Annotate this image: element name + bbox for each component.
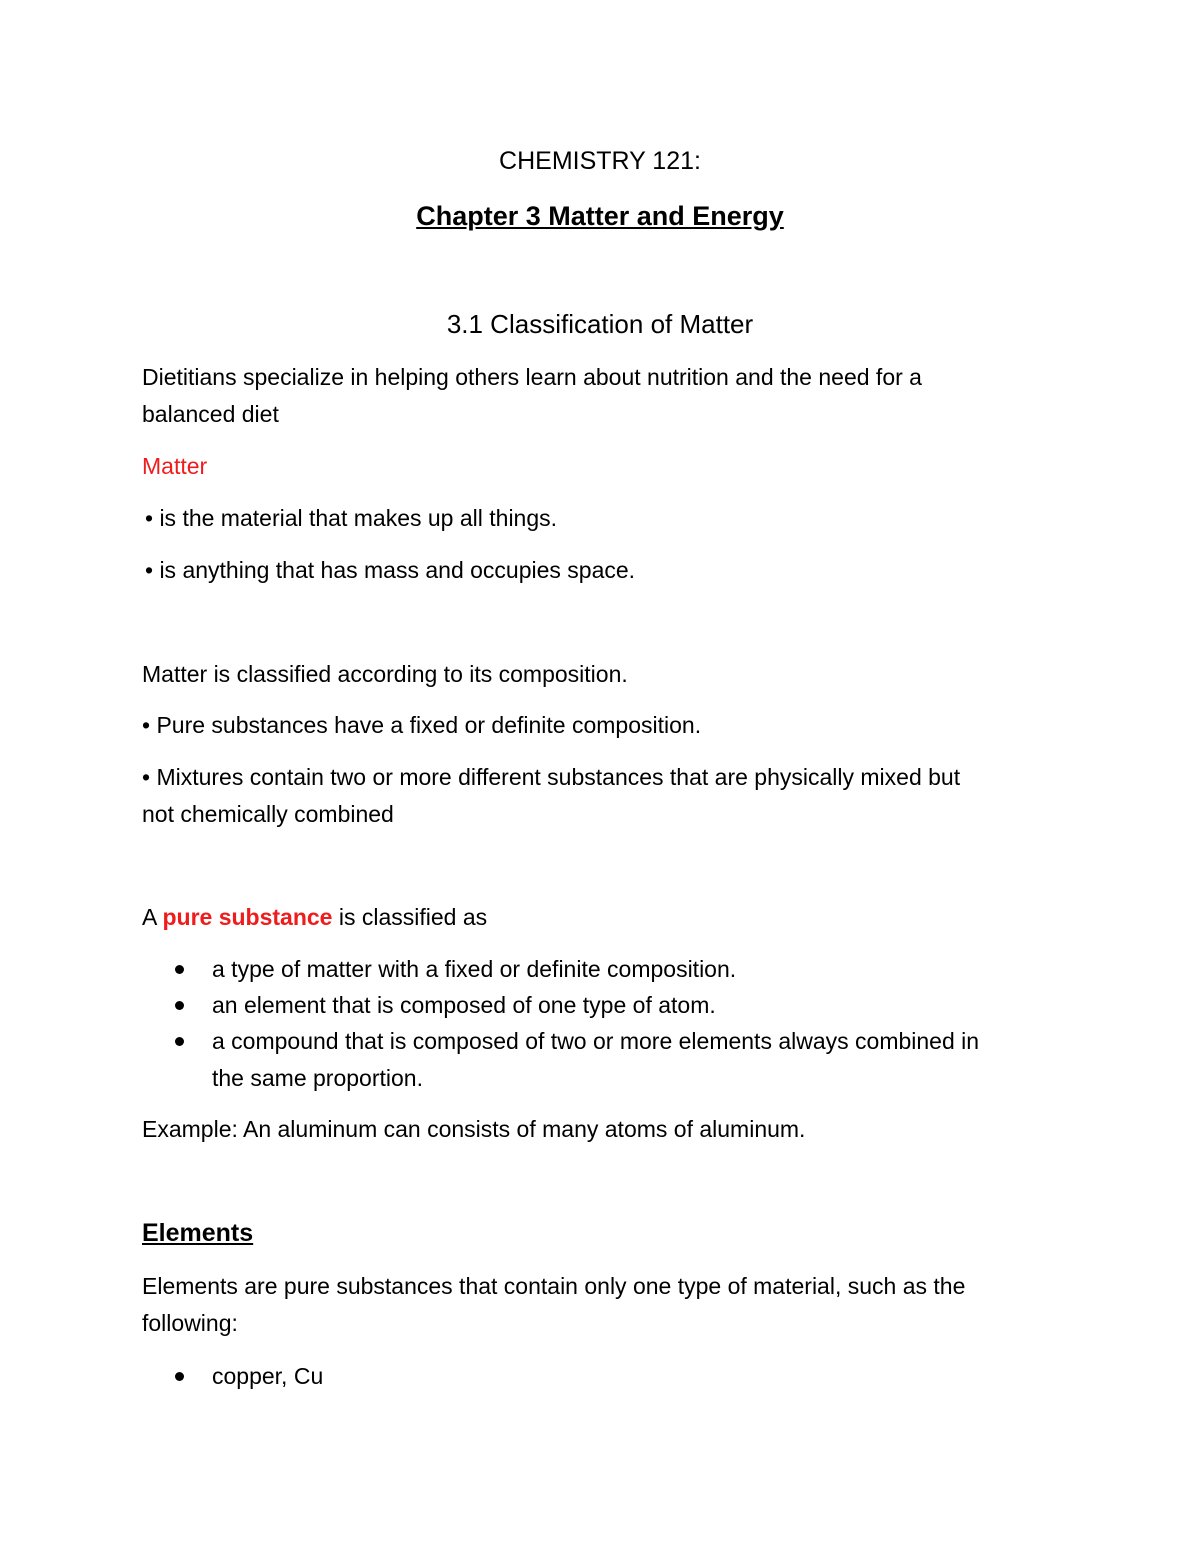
pure-point-3-cont: the same proportion. [212,1065,423,1091]
chapter-title: Chapter 3 Matter and Energy [416,201,784,231]
pure-substance-term: pure substance [162,904,333,930]
pure-point-1: a type of matter with a fixed or definite composition. [212,956,737,982]
section-title: 3.1 Classification of Matter [446,309,754,339]
bullet-dot-icon [175,1023,189,1037]
composition-point-1: • Pure substances have a fixed or definite composition. [142,712,702,738]
pure-prefix: A [142,904,163,930]
elements-heading: Elements [142,1219,254,1247]
classified-line: Matter is classified according to its composition. [142,661,628,687]
elements-line-1: Elements are pure substances that contain only one type of material, such as the [142,1273,966,1299]
intro-line-1: Dietitians specialize in helping others learn about nutrition and the need for a [142,364,922,390]
matter-point-2: • is anything that has mass and occupies space. [145,557,636,583]
composition-point-2-cont: not chemically combined [142,801,394,827]
elements-line-2: following: [142,1310,238,1336]
pure-point-3: a compound that is composed of two or more elements always combined in [212,1028,980,1054]
matter-point-1: • is the material that makes up all things. [145,505,558,531]
example-line: Example: An aluminum can consists of many atoms of aluminum. [142,1116,806,1142]
pure-substance-line [142,899,1072,936]
pure-suffix: is classified as [332,904,488,930]
matter-heading: Matter [142,453,208,479]
composition-point-2: • Mixtures contain two or more different substances that are physically mixed but [142,764,961,790]
bullet-dot-icon [175,951,189,965]
intro-line-2: balanced diet [142,401,279,427]
element-item-copper: copper, Cu [212,1363,324,1389]
bullet-dot-icon [175,1358,189,1372]
pure-point-2: an element that is composed of one type of atom. [212,992,716,1018]
course-title: CHEMISTRY 121: [499,147,701,175]
bullet-dot-icon [175,987,189,1001]
